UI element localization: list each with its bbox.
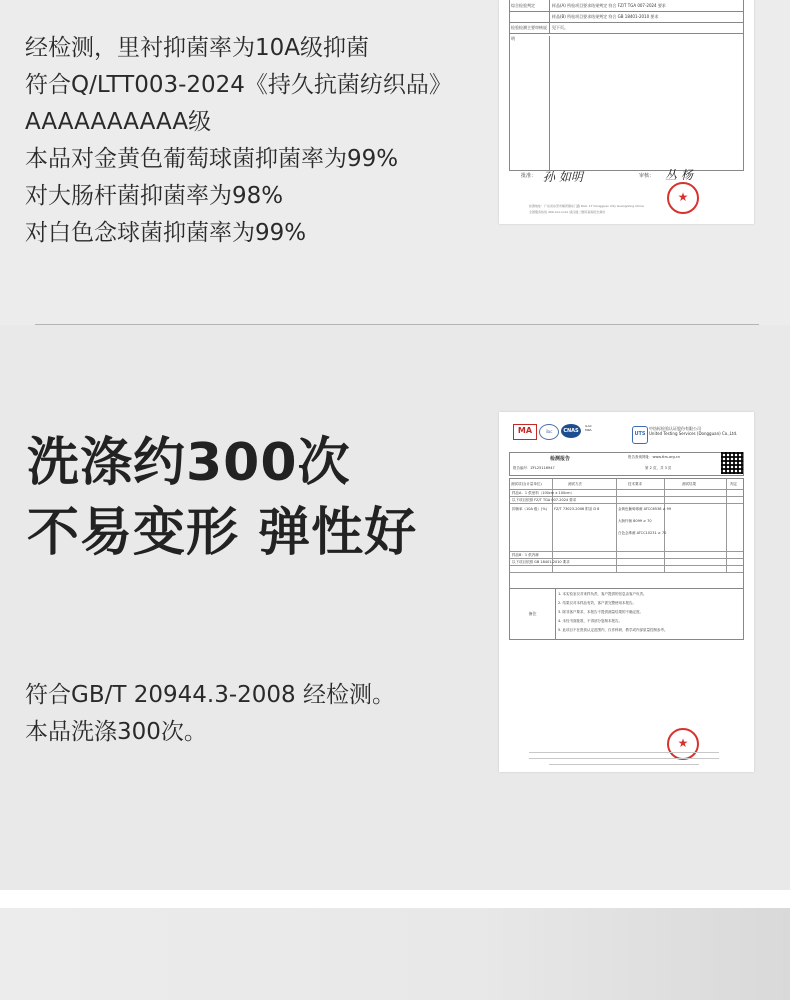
org-name-block — [649, 426, 737, 436]
footer-line: 全国服务热线 400-xxx-xxxx 请扫描二维码查验报告真伪 — [529, 210, 606, 214]
table-row-text: 以下项目依照 GB 18401-2010 要求 — [512, 560, 570, 564]
row-label: 检验检测主要审核说明 — [511, 22, 550, 33]
footer-rule — [529, 758, 719, 759]
table-row-text: 样品B：1 供内裤 — [512, 553, 539, 557]
report-notes — [509, 588, 744, 640]
table-header-cell: 技术要求 — [628, 482, 642, 486]
row-label — [511, 11, 550, 22]
reviewer-label: 审核： — [639, 173, 655, 179]
report-header-box — [509, 452, 744, 476]
report-row — [510, 22, 743, 41]
next-section — [0, 890, 790, 1000]
footer-rule — [529, 752, 719, 753]
report-conclusion-table — [509, 0, 744, 171]
cma-logo: MA — [513, 424, 537, 440]
ilac-logo: ilac — [539, 424, 559, 440]
row-value: 见下页。 — [552, 25, 568, 30]
test-report-page-1 — [499, 0, 754, 224]
antibacterial-claims — [25, 30, 452, 252]
headline-line: 不易变形 弹性好 — [27, 503, 418, 563]
row-label: 综合检验判定 — [511, 0, 550, 11]
claim-line: 符合Q/LTT003-2024《持久抗菌纺织品》 — [25, 72, 452, 98]
table-row-text: 白色念珠菌 ATCC10231 ≥ 70 — [618, 531, 667, 535]
claim-line: 本品对金黄色葡萄球菌抑菌率为99% — [25, 146, 399, 172]
table-header-cell: 测试方法 — [568, 482, 582, 486]
table-header-cell: 判定 — [730, 482, 737, 486]
report-number: 报告编号：ZFL25116947 — [513, 466, 555, 470]
uts-logo: UTS — [632, 426, 648, 444]
claim-line: 经检测，里衬抑菌率为10A级抑菌 — [25, 35, 370, 61]
table-row-text: 以下项目依照 FZ/T TGA 007-2024 要求 — [512, 498, 577, 502]
org-name: 中纺标检验认证股份有限公司 — [649, 426, 701, 431]
table-row-text: 金黄色葡萄球菌 ATCC6538 ≥ 99 — [618, 507, 672, 511]
claim-line: 对大肠杆菌抑菌率为98% — [25, 183, 284, 209]
claim-line: 对白色念球菌抑菌率为99% — [25, 220, 307, 246]
note-line: 2. 结果仅对本样品有效，客户需完整使用本报告。 — [558, 601, 636, 605]
table-row-text: FZ/T 73023-2006 附录 D 8 — [554, 507, 600, 511]
star-icon: ★ — [677, 736, 689, 750]
report-blank-area — [510, 36, 743, 170]
antibacterial-section — [0, 0, 790, 325]
report-site: 报告查询网址：www.ttrs.org.cn — [628, 455, 680, 459]
org-name-en: United Testing Services (Dongguan) Co.,Ltd. — [649, 431, 738, 436]
washing-text — [25, 677, 395, 751]
red-seal-stamp — [667, 728, 699, 760]
notes-label: 备注 — [510, 589, 556, 639]
approver-label: 批准： — [521, 173, 537, 179]
report-title: 检测报告 — [550, 456, 571, 462]
table-row-text: 大肠杆菌 8099 ≥ 70 — [618, 519, 652, 523]
qr-code — [721, 452, 743, 474]
footer-line: 检测地址：广东省东莞市横沥镇东门路 Dist. 17 Dongguan City Guangdong China — [529, 204, 644, 208]
signature-reviewer: 丛 杨 — [665, 168, 693, 182]
note-line: 5. 此项目不在资质认定范围内，仅作科研、教学或内部质量控制参考。 — [558, 628, 668, 632]
wash-line: 本品洗涤300次。 — [25, 719, 207, 745]
test-report-page-2 — [499, 412, 754, 772]
cnas-logo: CNAS — [561, 424, 581, 438]
headline-line: 洗涤约300次 — [27, 433, 351, 493]
footer-rule — [549, 764, 699, 765]
table-header-cell: 测试结果 — [682, 482, 696, 486]
ilac-mra-logo: ILAC MRA — [585, 424, 592, 432]
table-row-text: 样品A：1 供里料（100cm x 100cm） — [512, 491, 575, 495]
wash-line: 符合GB/T 20944.3-2008 经检测。 — [25, 682, 395, 708]
note-line: 4. 未经书面批准，不得部分复制本报告。 — [558, 619, 622, 623]
row-value: 样品(A) 所检项目要求结果判定 符合 FZ/T TGA 007-2024 要求 — [552, 3, 666, 8]
table-row-text: 抑菌率（10A 级）(%) — [512, 507, 548, 511]
red-seal-stamp — [667, 182, 699, 214]
table-header-cell: 测试项目(计量单位) — [511, 482, 542, 486]
signature-approver: 孙 如明 — [543, 170, 583, 184]
next-section-background — [0, 908, 790, 1000]
note-line: 3. 除非客户要求，本报告不提供测量结果的不确定度。 — [558, 610, 643, 614]
row-value: 样品(B) 所检项目要求结果判定 符合 GB 18401-2010 要求 — [552, 14, 659, 19]
report-page: 第 2 页，共 3 页 — [645, 466, 672, 470]
note-line: 1. 本实验室仅对来样负责，客户提供的信息由客户负责。 — [558, 592, 647, 596]
washing-headline — [27, 428, 417, 568]
star-icon: ★ — [677, 190, 689, 204]
claim-line: AAAAAAAAAA级 — [25, 109, 212, 135]
